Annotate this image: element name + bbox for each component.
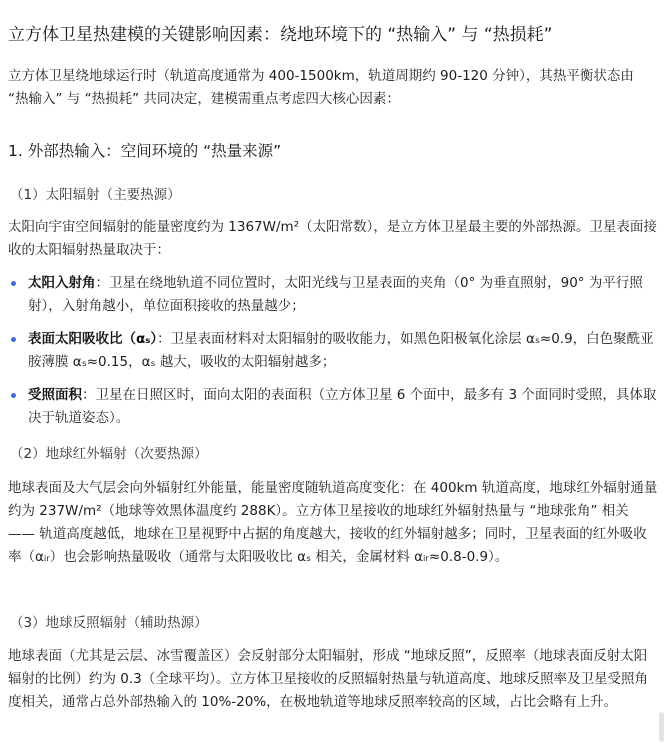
solar-paragraph-text: 太阳向宇宙空间辐射的能量密度约为 1367W/m²（太阳常数），是立方体卫星最主要的外部热源。卫星表面接收的太阳辐射热量取决于：	[8, 219, 657, 258]
earth-ir-paragraph: 地球表面及大气层会向外辐射红外能量，能量密度随轨道高度变化：在 400km 轨道高度，地球红外辐射通量约为 237W/m²（地球等效黑体温度约 288K）。立方体卫星接收的地球红外辐射热量与 “地球张角” 相关 —— 轨道高度越低，地球在卫星视野中占据的角度越大，接收的红外辐射越多；同时，卫星表面的红外吸收率（αᵢᵣ）也会影响热量吸收（通常与太阳吸收比 αₛ 相关，金属材料 αᵢᵣ≈0.8-0.9）。	[8, 480, 658, 565]
bullet-term: 太阳入射角	[28, 275, 96, 291]
page-title: 立方体卫星热建模的关键影响因素：绕地环境下的 “热输入” 与 “热损耗”	[8, 25, 553, 45]
bullet-text: ：卫星表面材料对太阳辐射的吸收能力，如黑色阳极氧化涂层 αₛ≈0.9，白色聚酰亚胺薄膜 αₛ≈0.15，αₛ 越大，吸收的太阳辐射越多；	[28, 331, 654, 370]
bullet-text: ：卫星在绕地轨道不同位置时，太阳光线与卫星表面的夹角（0° 为垂直照射，90° 为平行照射），入射角越小，单位面积接收的热量越少；	[28, 275, 643, 314]
earth-ir-heading: （2）地球红外辐射（次要热源）	[10, 446, 208, 462]
albedo-heading: （3）地球反照辐射（辅助热源）	[10, 615, 208, 631]
albedo-paragraph: 地球表面（尤其是云层、冰雪覆盖区）会反射部分太阳辐射，形成 “地球反照”，反照率（地球表面反射太阳辐射的比例）约为 0.3（全球平均）。立方体卫星接收的反照辐射热量与轨道高度、地球反照率及卫星受照角度相关，通常占总外部热输入的 10%-20%，在极地轨道等地球反照率较高的区域，占比会略有上升。	[8, 648, 649, 710]
list-item	[8, 328, 660, 374]
section1-heading: 1. 外部热输入：空间环境的 “热量来源”	[8, 142, 282, 160]
list-item	[8, 272, 660, 318]
solar-factor-list	[8, 272, 660, 440]
solar-paragraph	[8, 216, 658, 262]
list-item	[8, 384, 660, 430]
bullet-dot	[11, 337, 16, 342]
intro-paragraph: 立方体卫星绕地球运行时（轨道高度通常为 400-1500km，轨道周期约 90-120 分钟），其热平衡状态由 “热输入” 与 “热损耗” 共同决定，建模需重点考虑四大核心因素：	[8, 68, 634, 107]
bullet-dot	[11, 393, 16, 398]
bullet-term: 表面太阳吸收比（αₛ）	[28, 331, 158, 347]
bullet-dot	[11, 281, 16, 286]
solar-heading: （1）太阳辐射（主要热源）	[10, 187, 181, 203]
bullet-text: ：卫星在日照区时，面向太阳的表面积（立方体卫星 6 个面中，最多有 3 个面同时受照，具体取决于轨道姿态）。	[28, 387, 657, 426]
scrollbar-thumb[interactable]	[659, 712, 664, 742]
bullet-term: 受照面积	[28, 387, 82, 403]
